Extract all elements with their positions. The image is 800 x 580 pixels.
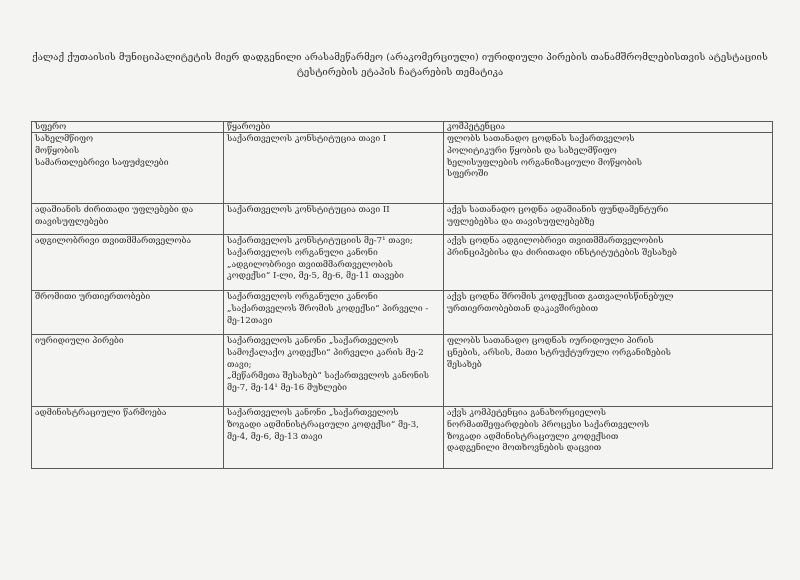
cell-text: სამოქალაქო კოდექსი“ პირველი კარის მე-2 bbox=[227, 347, 424, 358]
cell-text: შესახებ bbox=[447, 359, 482, 370]
cell-text: შრომითი ურთიერთობები bbox=[35, 292, 151, 302]
document-title bbox=[30, 50, 770, 80]
table-row bbox=[32, 133, 773, 204]
title-line: ქალაქ ქუთაისის მუნიციპალიტეტის მიერ დადგენილი არასამეწარმეო (არაკომერციული) იურიდიული პირების თანამშრომლებისთვის ატესტაციის bbox=[32, 52, 768, 63]
cell-sphere bbox=[32, 291, 224, 335]
cell-text: სახელმწიფო bbox=[35, 134, 94, 144]
topics-table bbox=[31, 121, 773, 469]
cell-text: საქართველოს კონსტიტუცია თავი I bbox=[227, 134, 387, 144]
cell-competence bbox=[444, 204, 773, 235]
cell-text: მოწყობის bbox=[35, 145, 80, 156]
cell-text: ფლობს სათანადო ცოდნას საქართველოს bbox=[447, 134, 635, 144]
cell-source bbox=[224, 133, 444, 204]
cell-competence bbox=[444, 235, 773, 291]
cell-source bbox=[224, 335, 444, 407]
cell-competence bbox=[444, 335, 773, 407]
cell-competence bbox=[444, 133, 773, 204]
cell-competence bbox=[444, 291, 773, 335]
cell-source bbox=[224, 235, 444, 291]
cell-text: „მეწარმეთა შესახებ“ საქართველოს კანონის bbox=[227, 371, 429, 382]
header-source: წყაროები bbox=[224, 122, 444, 133]
cell-text: საქართველოს კონსტიტუცია თავი II bbox=[227, 205, 390, 215]
table-row bbox=[32, 335, 773, 407]
cell-text: აქვს სათანადო ცოდნა ადამიანის ფუნდამენტური bbox=[447, 205, 669, 215]
cell-text: „ადგილობრივი თვითმმართველობის bbox=[227, 259, 393, 270]
cell-competence bbox=[444, 407, 773, 469]
cell-text: თავი; bbox=[227, 359, 252, 370]
cell-text: მე-4, მე-6, მე-13 თავი bbox=[227, 431, 323, 442]
cell-text: მე-7, მე-14¹ მე-16 მუხლები bbox=[227, 383, 347, 394]
cell-text: უფლებებსა და თავისუფლებებზე bbox=[447, 216, 595, 227]
cell-text: აქვს ცოდნა ადგილობრივი თვითმმართველობის bbox=[447, 236, 664, 246]
cell-text: ფლობს სათანადო ცოდნას იურიდიული პირის bbox=[447, 336, 654, 346]
cell-source bbox=[224, 407, 444, 469]
cell-text: ადგილობრივი თვითმმართველობა bbox=[35, 236, 192, 246]
cell-sphere bbox=[32, 335, 224, 407]
cell-text: ცნების, არსის, მათი სტრუქტურული ორგანიზების bbox=[447, 347, 671, 358]
cell-text: მე-12თავი bbox=[227, 315, 273, 326]
cell-text: თავისუფლებები bbox=[35, 216, 109, 227]
header-competence: კომპეტენცია bbox=[444, 122, 773, 133]
cell-sphere bbox=[32, 133, 224, 204]
table-row bbox=[32, 291, 773, 335]
cell-sphere bbox=[32, 204, 224, 235]
cell-text: პრინციპებისა და ძირითადი ინსტიტუტების შესახებ bbox=[447, 247, 677, 258]
title-line: ტესტირების ეტაპის ჩატარების თემატიკა bbox=[296, 67, 504, 78]
cell-text: იურიდიული პირები bbox=[35, 336, 124, 346]
cell-text: ადამიანის ძირითადი უფლებები და bbox=[35, 205, 194, 215]
cell-text: საქართველოს კონსტიტუციის მე-7¹ თავი; bbox=[227, 236, 413, 246]
cell-source bbox=[224, 204, 444, 235]
cell-text: საქართველოს ორგანული კანონი bbox=[227, 292, 378, 302]
cell-text: ზოგადი ადმინისტრაციული კოდექსი“ მე-3, bbox=[227, 419, 419, 430]
cell-sphere bbox=[32, 407, 224, 469]
cell-text: სფეროში bbox=[447, 169, 489, 180]
cell-text: აქვს ცოდნა შრომის კოდექსით გათვალისწინებულ bbox=[447, 292, 674, 302]
cell-text: საქართველოს ორგანული კანონი bbox=[227, 247, 378, 258]
cell-text: „საქართველოს შრომის კოდექსი“ პირველი - bbox=[227, 303, 429, 314]
table-row bbox=[32, 204, 773, 235]
cell-text: პოლიტიკური წყობის და სახელმწიფო bbox=[447, 145, 617, 156]
cell-source bbox=[224, 291, 444, 335]
cell-text: სამართლებრივი საფუძვლები bbox=[35, 157, 169, 168]
cell-text: ურთიერთობებთან დაკავშირებით bbox=[447, 303, 598, 314]
cell-text: საქართველოს კანონი „საქართველოს bbox=[227, 336, 399, 346]
cell-text: ნორმათშეფარდების პროცესი საქართველოს bbox=[447, 419, 650, 430]
cell-sphere bbox=[32, 235, 224, 291]
table-row bbox=[32, 235, 773, 291]
cell-text: ხელისუფლების ორგანიზაციული მოწყობის bbox=[447, 157, 642, 168]
table-header-row bbox=[32, 122, 773, 133]
cell-text: დადგენილი მოთხოვნების დაცვით bbox=[447, 443, 602, 454]
cell-text: საქართველოს კანონი „საქართველოს bbox=[227, 408, 399, 418]
table-row bbox=[32, 407, 773, 469]
cell-text: ადმინისტრაციული წარმოება bbox=[35, 408, 167, 418]
cell-text: ზოგადი ადმინისტრაციული კოდექსით bbox=[447, 431, 619, 442]
cell-text: აქვს კომპეტენცია განახორციელოს bbox=[447, 408, 606, 418]
cell-text: კოდექსი“ I-ლი, მე-5, მე-6, მე-11 თავები bbox=[227, 271, 404, 282]
header-sphere: სფერო bbox=[32, 122, 224, 133]
